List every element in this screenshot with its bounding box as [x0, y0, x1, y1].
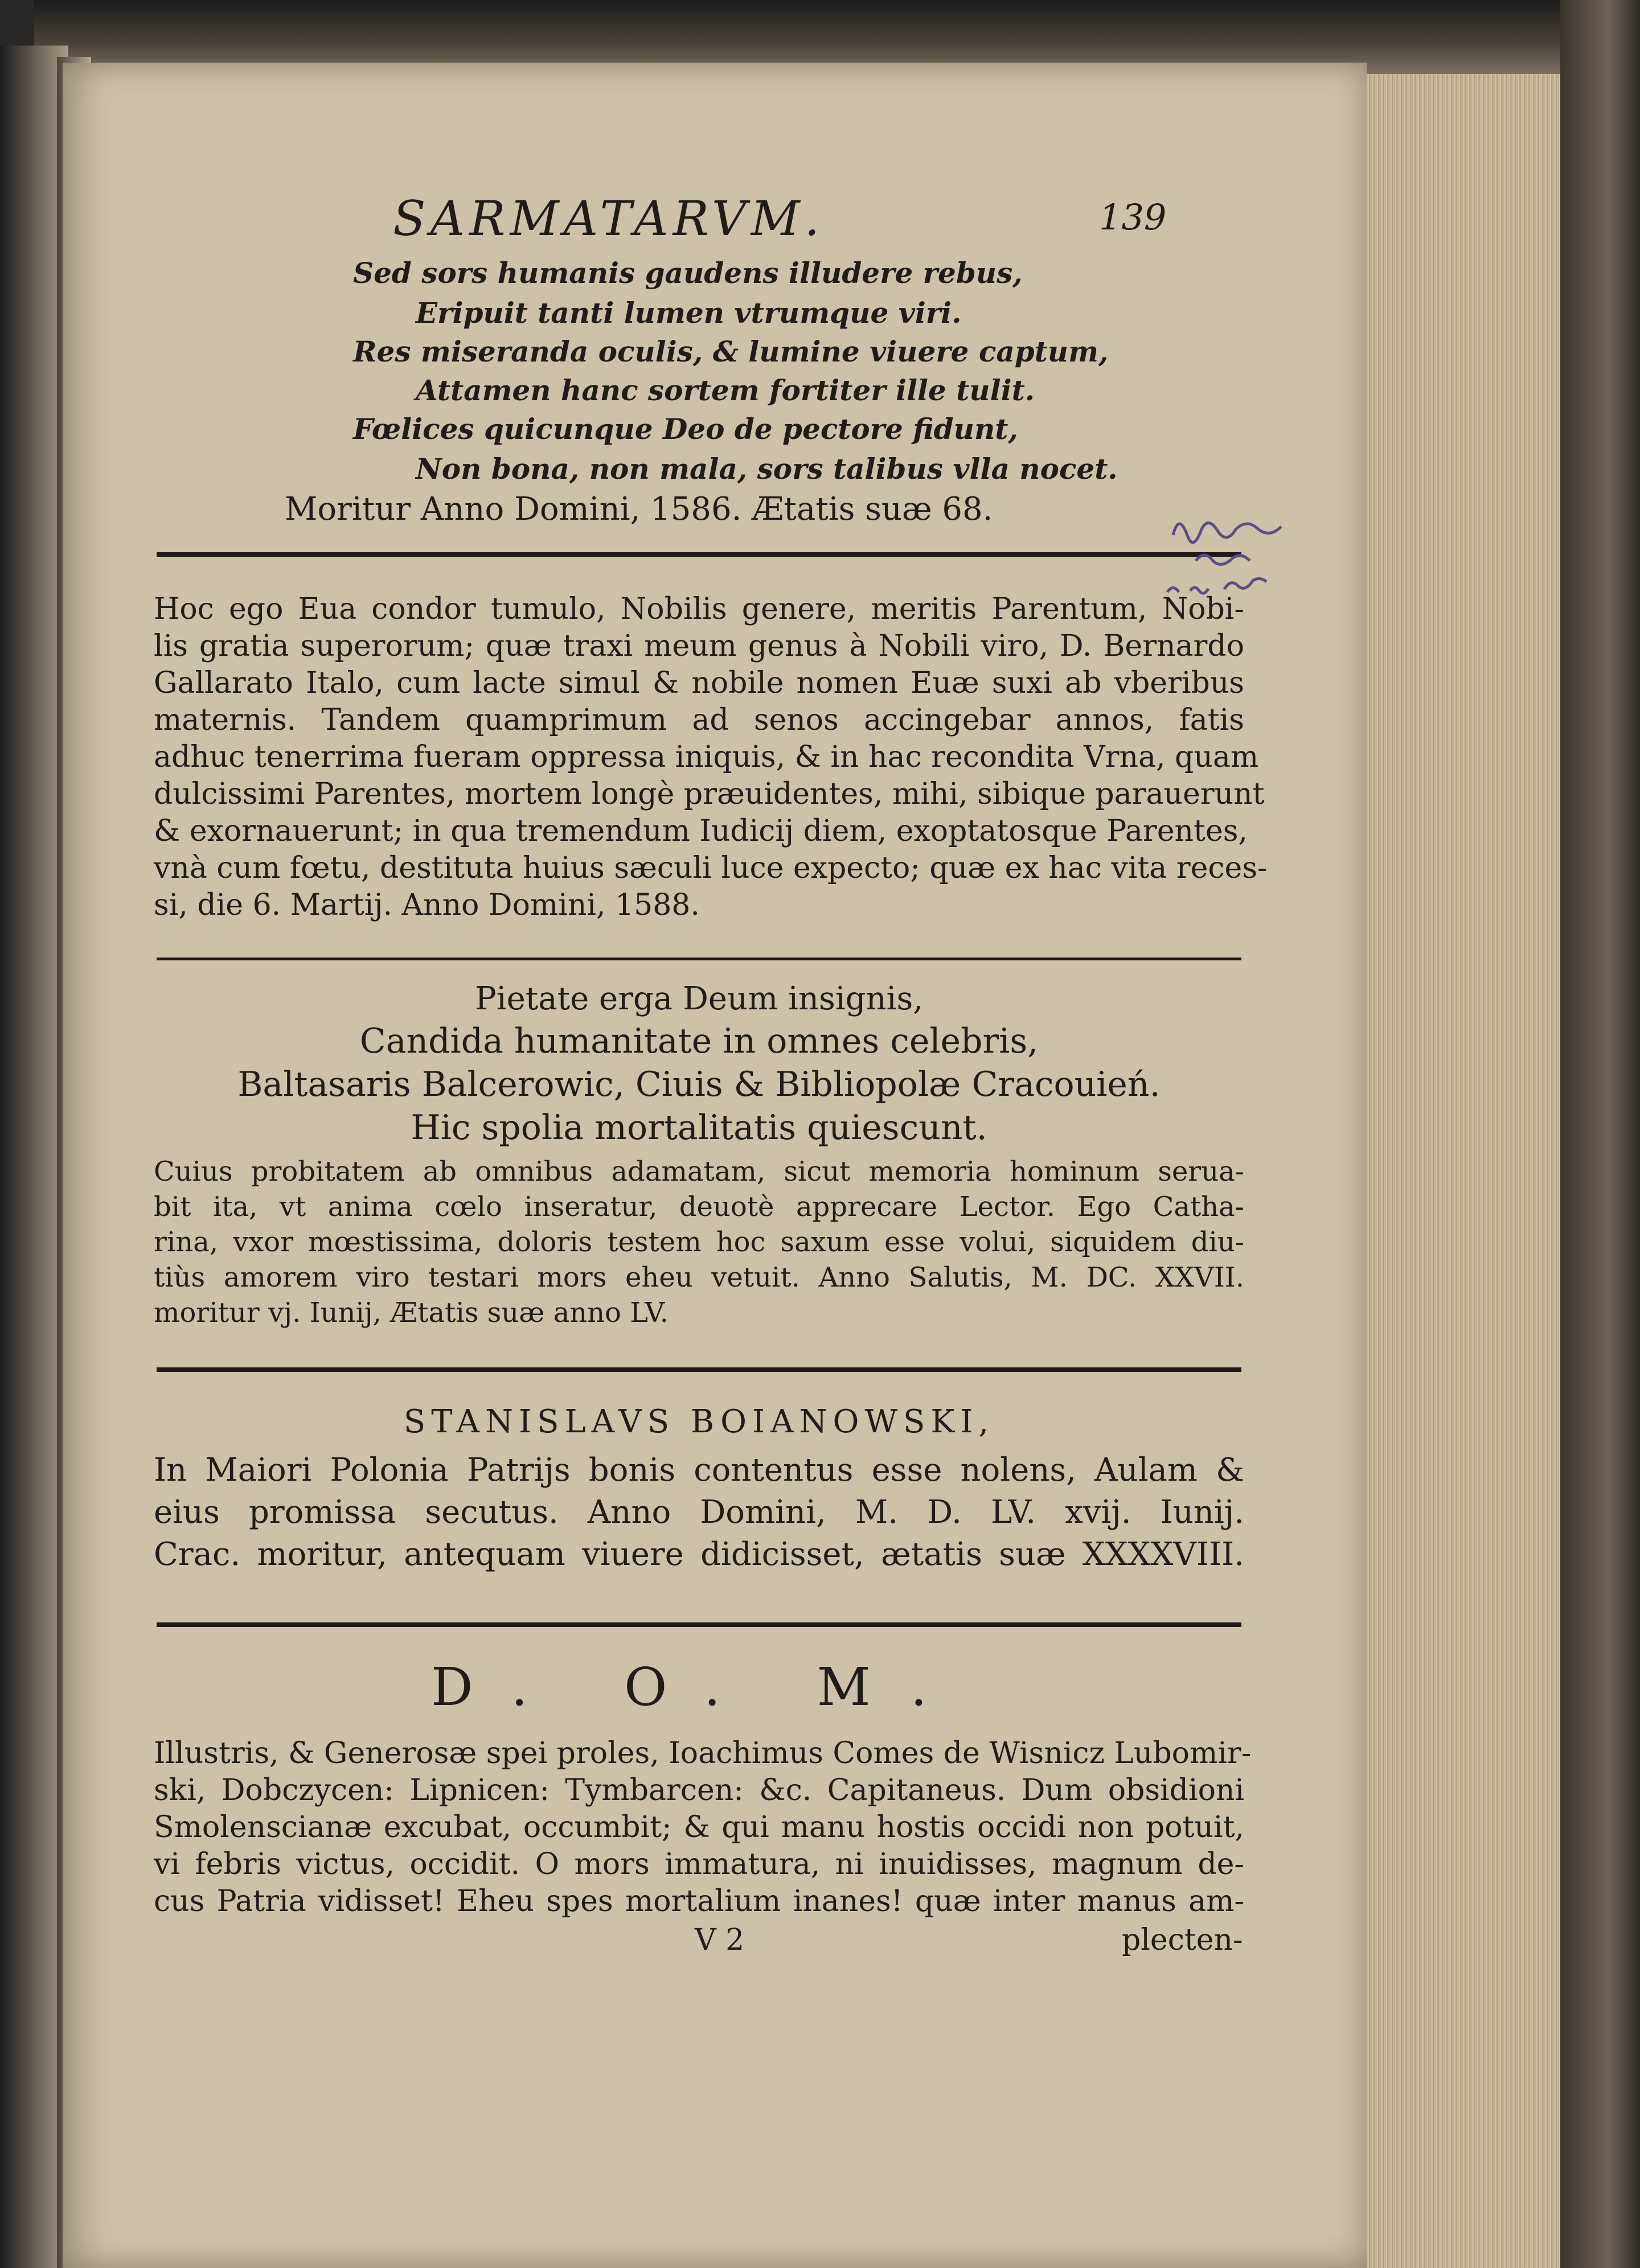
text-line: ski, Dobczycen: Lipnicen: Tymbarcen: &c. Capitaneus. Dum obsidioni: [154, 1773, 1244, 1807]
text-line: adhuc tenerrima fueram oppressa iniquis, & in hac recondita Vrna, quam: [154, 740, 1259, 774]
text-line: si, die 6. Martij. Anno Domini, 1588.: [154, 888, 700, 922]
text-line: Gallarato Italo, cum lacte simul & nobile nomen Euæ suxi ab vberibus: [154, 666, 1244, 700]
section-rule: [157, 1622, 1241, 1627]
verse-line: Non bona, non mala, sors talibus vlla nocet.: [416, 452, 1118, 486]
section-rule: [157, 958, 1241, 960]
catchword: plecten-: [1122, 1923, 1243, 1957]
text-line: bit ita, vt anima cœlo inseratur, deuotè apprecare Lector. Ego Catha-: [154, 1191, 1244, 1223]
text-line: maternis. Tandem quamprimum ad senos accingebar annos, fatis: [154, 703, 1244, 737]
verse-line: Eripuit tanti lumen vtrumque viri.: [416, 296, 962, 330]
section-rule: [157, 1367, 1241, 1372]
text-line: tiùs amorem viro testari mors eheu vetuit. Anno Salutis, M. DC. XXVII.: [154, 1262, 1244, 1293]
text-line: Cuius probitatem ab omnibus adamatam, sicut memoria hominum serua-: [154, 1156, 1244, 1188]
epitaph-heading-line: Pietate erga Deum insignis,: [474, 980, 923, 1017]
text-line: rina, vxor mœstissima, doloris testem hoc saxum esse volui, siquidem diu-: [154, 1226, 1244, 1258]
section-rule: [157, 552, 1241, 557]
text-line: lis gratia superorum; quæ traxi meum genus à Nobili viro, D. Bernardo: [154, 629, 1244, 663]
boianowski-title: STANISLAVS BOIANOWSKI,: [403, 1403, 995, 1440]
verse-line: Sed sors humanis gaudens illudere rebus,: [353, 256, 1023, 290]
verse-line: Fœlices quicunque Deo de pectore fidunt,: [353, 412, 1018, 446]
running-head: SARMATARVM.: [393, 191, 825, 246]
dom-heading: D. O. M.: [431, 1657, 967, 1718]
text-line: In Maiori Polonia Patrijs bonis contentus esse nolens, Aulam &: [154, 1452, 1244, 1489]
text-line: dulcissimi Parentes, mortem longè præuidentes, mihi, sibique parauerunt: [154, 777, 1265, 811]
epitaph-heading-line: Hic spolia mortalitatis quiescunt.: [411, 1108, 987, 1148]
epitaph-heading-line: Baltasaris Balcerowic, Ciuis & Bibliopolæ Cracouień.: [237, 1065, 1161, 1104]
text-line: Smolenscianæ excubat, occumbit; & qui manu hostis occidi non potuit,: [154, 1810, 1244, 1844]
signature-mark: V 2: [695, 1923, 745, 1957]
text-line: Illustris, & Generosæ spei proles, Ioachimus Comes de Wisnicz Lubomir-: [154, 1736, 1252, 1770]
text-line: moritur vj. Iunij, Ætatis suæ anno LV.: [154, 1297, 669, 1329]
verse-line: Res miseranda oculis, & lumine viuere captum,: [353, 335, 1109, 368]
text-line: vnà cum fœtu, destituta huius sæculi luce expecto; quæ ex hac vita reces-: [154, 851, 1268, 885]
text-line: Crac. moritur, antequam viuere didicisset, ætatis suæ XXXXVIII.: [154, 1536, 1244, 1573]
text-line: cus Patria vidisset! Eheu spes mortalium inanes! quæ inter manus am-: [154, 1884, 1244, 1918]
book-page: [63, 63, 1367, 2268]
book-cover-edge: [1560, 0, 1640, 2268]
text-line: vi febris victus, occidit. O mors immatura, ni inuidisses, magnum de-: [154, 1847, 1244, 1881]
death-line: Moritur Anno Domini, 1586. Ætatis suæ 68.: [285, 491, 993, 528]
epitaph-heading-line: Candida humanitate in omnes celebris,: [359, 1021, 1039, 1061]
verse-line: Attamen hanc sortem fortiter ille tulit.: [416, 373, 1035, 407]
text-line: & exornauerunt; in qua tremendum Iudicij diem, exoptatosque Parentes,: [154, 814, 1248, 848]
marginal-annotation-scribble: [1162, 495, 1310, 621]
text-line: Hoc ego Eua condor tumulo, Nobilis genere, meritis Parentum, Nobi-: [154, 592, 1244, 626]
page-number: 139: [1099, 196, 1167, 238]
page-block-fore-edge: [1367, 74, 1560, 2268]
text-line: eius promissa secutus. Anno Domini, M. D. LV. xvij. Iunij.: [154, 1494, 1244, 1531]
